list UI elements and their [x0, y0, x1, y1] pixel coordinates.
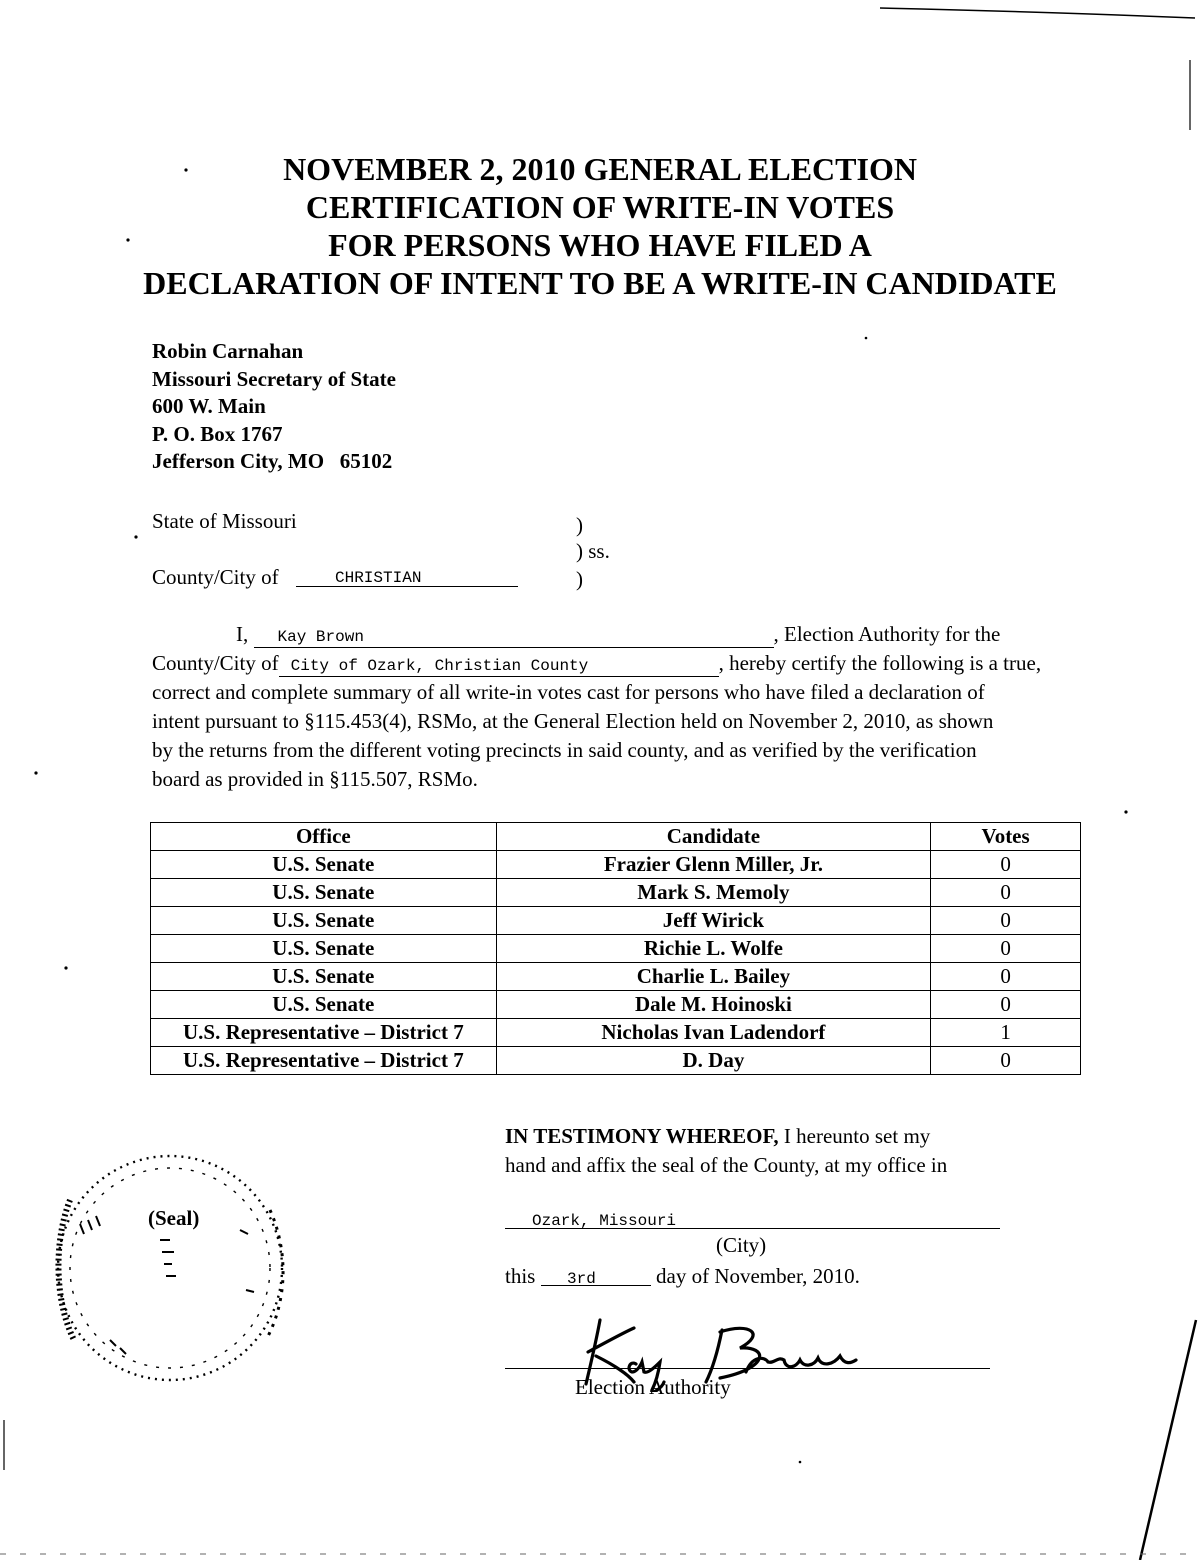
- office-cell: U.S. Senate: [151, 991, 497, 1019]
- votes-cell: 0: [931, 879, 1081, 907]
- venue-paren-1: ): [576, 513, 583, 537]
- seal-label: (Seal): [148, 1206, 200, 1230]
- recipient-street: 600 W. Main: [152, 394, 266, 418]
- cert-line-6: board as provided in §115.507, RSMo.: [152, 767, 478, 791]
- cert-after-county: , hereby certify the following is a true,: [718, 651, 1042, 675]
- candidate-cell: D. Day: [496, 1047, 930, 1075]
- table-row: [151, 907, 1081, 935]
- cert-line-1: [152, 620, 1082, 649]
- certification-paragraph: [152, 620, 1082, 794]
- recipient-pobox: P. O. Box 1767: [152, 421, 283, 446]
- venue-paren-3: ): [576, 567, 583, 591]
- venue-ss: ) ss.: [576, 539, 610, 563]
- votes-cell: 0: [931, 935, 1081, 963]
- office-cell: U.S. Senate: [151, 879, 497, 907]
- signature-label: Election Authority: [575, 1375, 731, 1399]
- recipient-name: Robin Carnahan: [152, 339, 304, 363]
- day-underline: [541, 1285, 651, 1286]
- column-header-votes: Votes: [931, 823, 1081, 851]
- day-value: 3rd: [567, 1270, 596, 1288]
- testimony-block: [505, 1122, 947, 1180]
- city-underline: [505, 1228, 1000, 1229]
- city-label: (City): [716, 1233, 767, 1257]
- table-row: [151, 1019, 1081, 1047]
- authority-name-field: [254, 627, 774, 648]
- this-label: this: [505, 1264, 536, 1288]
- seal-image: [40, 1140, 320, 1400]
- document-title: [0, 150, 1200, 302]
- county-underline: [296, 586, 518, 587]
- column-header-office: Office: [151, 823, 497, 851]
- table-row: [151, 1047, 1081, 1075]
- table-row: [151, 851, 1081, 879]
- office-cell: U.S. Senate: [151, 851, 497, 879]
- office-cell: U.S. Senate: [151, 907, 497, 935]
- authority-name: Kay Brown: [277, 628, 364, 646]
- signature-line: [505, 1368, 990, 1369]
- cert-line-3: correct and complete summary of all write-in votes cast for persons who have filed a declaration of: [152, 680, 985, 704]
- votes-cell: 0: [931, 1047, 1081, 1075]
- office-cell: U.S. Representative – District 7: [151, 1019, 497, 1047]
- recipient-city: Jefferson City, MO 65102: [152, 449, 393, 473]
- cert-line-2: [152, 649, 1082, 678]
- recipient-address: [152, 338, 396, 476]
- votes-cell: 1: [931, 1019, 1081, 1047]
- table-row: [151, 991, 1081, 1019]
- table-row: [151, 879, 1081, 907]
- votes-cell: 0: [931, 991, 1081, 1019]
- cert-county-field: [279, 656, 719, 677]
- candidate-cell: Mark S. Memoly: [496, 879, 930, 907]
- testimony-rest: I hereunto set my: [778, 1124, 931, 1148]
- recipient-office: Missouri Secretary of State: [152, 366, 396, 391]
- title-line-3: FOR PERSONS WHO HAVE FILED A: [328, 227, 872, 263]
- write-in-votes-table: [150, 822, 1081, 1075]
- county-seal: [40, 1140, 320, 1405]
- column-header-candidate: Candidate: [496, 823, 930, 851]
- office-cell: U.S. Representative – District 7: [151, 1047, 497, 1075]
- state-label: State of Missouri: [152, 509, 297, 533]
- candidate-cell: Dale M. Hoinoski: [496, 991, 930, 1019]
- office-cell: U.S. Senate: [151, 935, 497, 963]
- votes-cell: 0: [931, 907, 1081, 935]
- testimony-line-1: [505, 1122, 947, 1151]
- title-line-4: DECLARATION OF INTENT TO BE A WRITE-IN CANDIDATE: [143, 265, 1057, 301]
- candidate-cell: Nicholas Ivan Ladendorf: [496, 1019, 930, 1047]
- cert-county-value: City of Ozark, Christian County: [290, 657, 589, 675]
- table-header-row: [151, 823, 1081, 851]
- day-month-year: day of November, 2010.: [656, 1264, 860, 1288]
- cert-county-label: County/City of: [152, 651, 279, 675]
- table-row: [151, 963, 1081, 991]
- candidate-cell: Richie L. Wolfe: [496, 935, 930, 963]
- votes-cell: 0: [931, 963, 1081, 991]
- county-value: CHRISTIAN: [335, 569, 422, 587]
- testimony-bold: IN TESTIMONY WHEREOF,: [505, 1124, 779, 1148]
- cert-line-4: intent pursuant to §115.453(4), RSMo, at the General Election held on November 2, 2010, as shown: [152, 709, 994, 733]
- county-label: County/City of: [152, 565, 279, 589]
- votes-cell: 0: [931, 851, 1081, 879]
- candidate-cell: Charlie L. Bailey: [496, 963, 930, 991]
- cert-i: I,: [236, 622, 249, 646]
- title-line-1: NOVEMBER 2, 2010 GENERAL ELECTION: [283, 151, 917, 187]
- city-value: Ozark, Missouri: [532, 1212, 677, 1230]
- table-row: [151, 935, 1081, 963]
- cert-after-name: , Election Authority for the: [773, 622, 1001, 646]
- office-cell: U.S. Senate: [151, 963, 497, 991]
- title-line-2: CERTIFICATION OF WRITE-IN VOTES: [305, 189, 895, 225]
- testimony-line-2: hand and affix the seal of the County, at my office in: [505, 1153, 948, 1177]
- candidate-cell: Jeff Wirick: [496, 907, 930, 935]
- cert-line-5: by the returns from the different voting precincts in said county, and as verified by the verification: [152, 738, 977, 762]
- candidate-cell: Frazier Glenn Miller, Jr.: [496, 851, 930, 879]
